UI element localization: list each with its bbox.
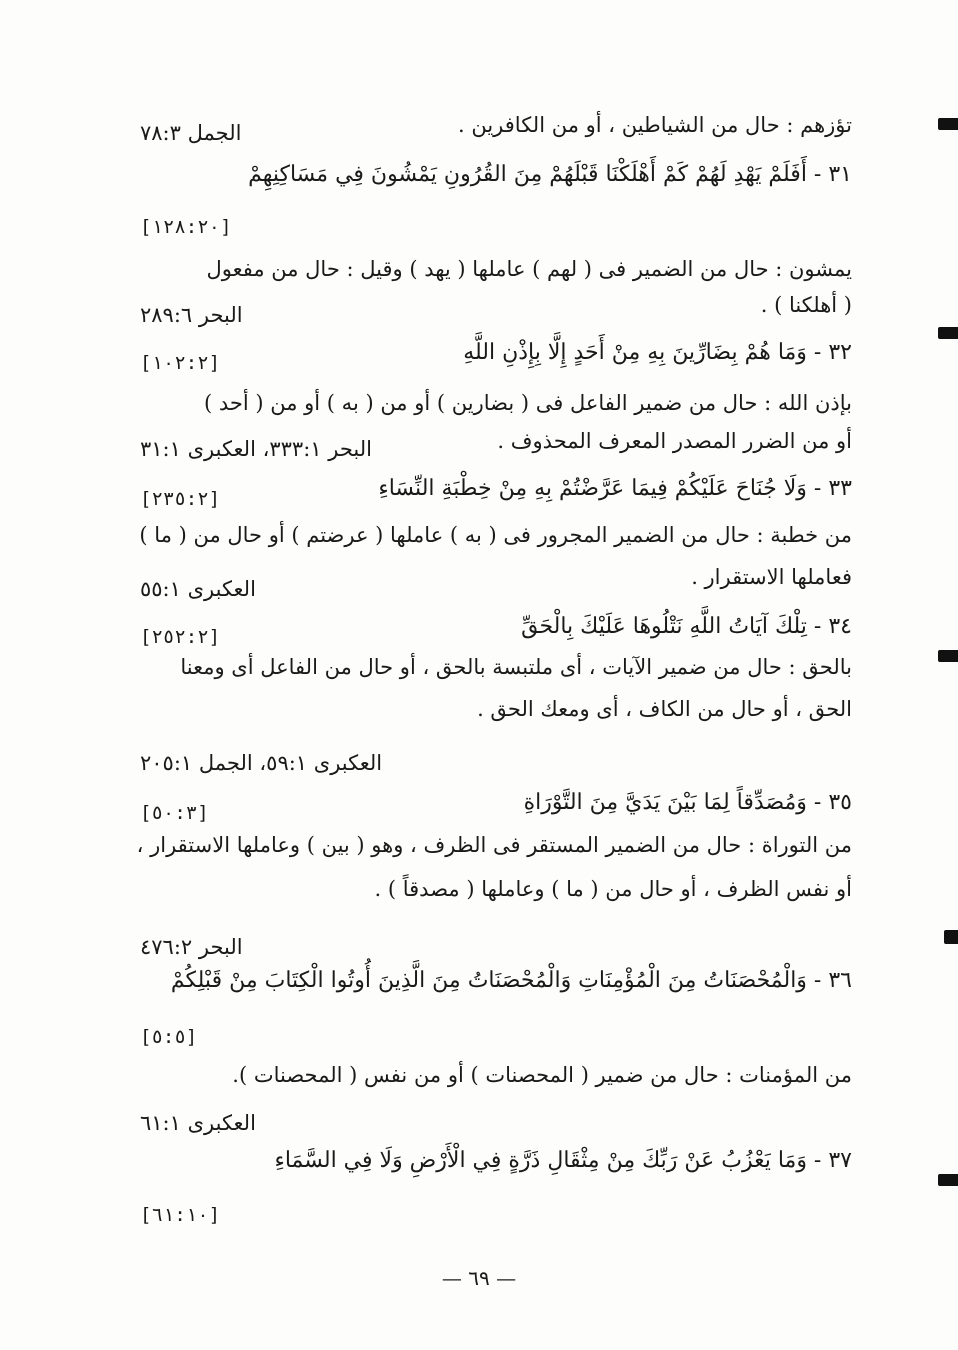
note-line: فعاملها الاستقرار .: [691, 565, 852, 589]
verse-citation: [٥:٥]: [140, 1026, 198, 1048]
note-line: من خطبة : حال من الضمير المجرور فى ( به ) عاملها ( عرضتم ) أو حال من ( ما ): [139, 523, 852, 547]
source-reference: العكبرى ٥٥:١: [140, 577, 256, 601]
note-line: الحق ، أو حال من الكاف ، أى ومعك الحق .: [477, 697, 852, 721]
note-line: أو من الضرر المصدر المعرف المحذوف .: [497, 429, 852, 453]
note-line: تؤزهم : حال من الشياطين ، أو من الكافرين .: [458, 113, 852, 137]
margin-tab-mark: [944, 930, 958, 944]
quran-verse: ٣٧ - وَمَا يَعْزُبُ عَنْ رَبِّكَ مِنْ مِثْقَالِ ذَرَّةٍ فِي الْأَرْضِ وَلَا فِي السَّمَاءِ: [274, 1148, 852, 1173]
source-reference: البحر ٢٨٩:٦: [140, 303, 243, 327]
quran-verse: ٣٥ - وَمُصَدِّقاً لِمَا بَيْنَ يَدَيَّ مِنَ التَّوْرَاةِ: [523, 790, 852, 815]
page-number: — ٦٩ —: [441, 1266, 517, 1290]
note-line: ( أهلكنا ) .: [760, 293, 852, 317]
verse-citation: [٢٥٢:٢]: [140, 626, 221, 648]
source-reference: الجمل ٧٨:٣: [140, 121, 242, 145]
verse-citation: [١٠٢:٢]: [140, 352, 221, 374]
quran-verse: ٣٣ - وَلَا جُنَاحَ عَلَيْكُمْ فِيمَا عَرَّضْتُمْ بِهِ مِنْ خِطْبَةِ النِّسَاءِ: [378, 476, 852, 501]
verse-citation: [٦١:١٠]: [140, 1204, 221, 1226]
verse-citation: [٢٣٥:٢]: [140, 488, 221, 510]
margin-tab-mark: [938, 327, 958, 339]
quran-verse: ٣٤ - تِلْكَ آيَاتُ اللَّهِ نَتْلُوهَا عَلَيْكَ بِالْحَقِّ: [521, 614, 852, 639]
source-reference: العكبرى ٥٩:١، الجمل ٢٠٥:١: [140, 751, 383, 775]
note-line: أو نفس الظرف ، أو حال من ( ما ) وعاملها ( مصدقاً ) .: [374, 877, 852, 901]
note-line: بالحق : حال من ضمير الآيات ، أى ملتبسة بالحق ، أو حال من الفاعل أى ومعنا: [180, 655, 852, 679]
source-reference: البحر ٤٧٦:٢: [140, 935, 243, 959]
quran-verse: ٣٢ - وَمَا هُمْ بِضَارِّينَ بِهِ مِنْ أَحَدٍ إِلَّا بِإِذْنِ اللَّهِ: [463, 340, 852, 365]
source-reference: العكبرى ٦١:١: [140, 1111, 256, 1135]
note-line: من التوراة : حال من الضمير المستقر فى الظرف ، وهو ( بين ) وعاملها الاستقرار ،: [136, 833, 852, 857]
note-line: بإذن الله : حال من ضمير الفاعل فى ( بضارين ) أو من ( به ) أو من ( أحد ): [204, 391, 852, 415]
verse-citation: [٥٠:٣]: [140, 802, 209, 824]
quran-verse: ٣٦ - وَالْمُحْصَنَاتُ مِنَ الْمُؤْمِنَاتِ وَالْمُحْصَنَاتُ مِنَ الَّذِينَ أُوتُوا الْكِتَابَ مِنْ قَبْلِكُمْ: [170, 968, 852, 993]
note-line: يمشون : حال من الضمير فى ( لهم ) عاملها ( يهد ) وقيل : حال من مفعول: [206, 257, 852, 281]
margin-tab-mark: [938, 118, 958, 130]
note-line: من المؤمنات : حال من ضمير ( المحصنات ) أو من نفس ( المحصنات ).: [232, 1063, 852, 1087]
quran-verse: ٣١ - أَفَلَمْ يَهْدِ لَهُمْ كَمْ أَهْلَكْنَا قَبْلَهُمْ مِنَ القُرُونِ يَمْشُونَ فِي مَسَاكِنِهِمْ: [248, 162, 852, 187]
source-reference: البحر ٣٣٣:١، العكبرى ٣١:١: [140, 437, 372, 461]
margin-tab-mark: [938, 650, 958, 662]
verse-citation: [١٢٨:٢٠]: [140, 216, 232, 238]
margin-tab-mark: [938, 1174, 958, 1186]
